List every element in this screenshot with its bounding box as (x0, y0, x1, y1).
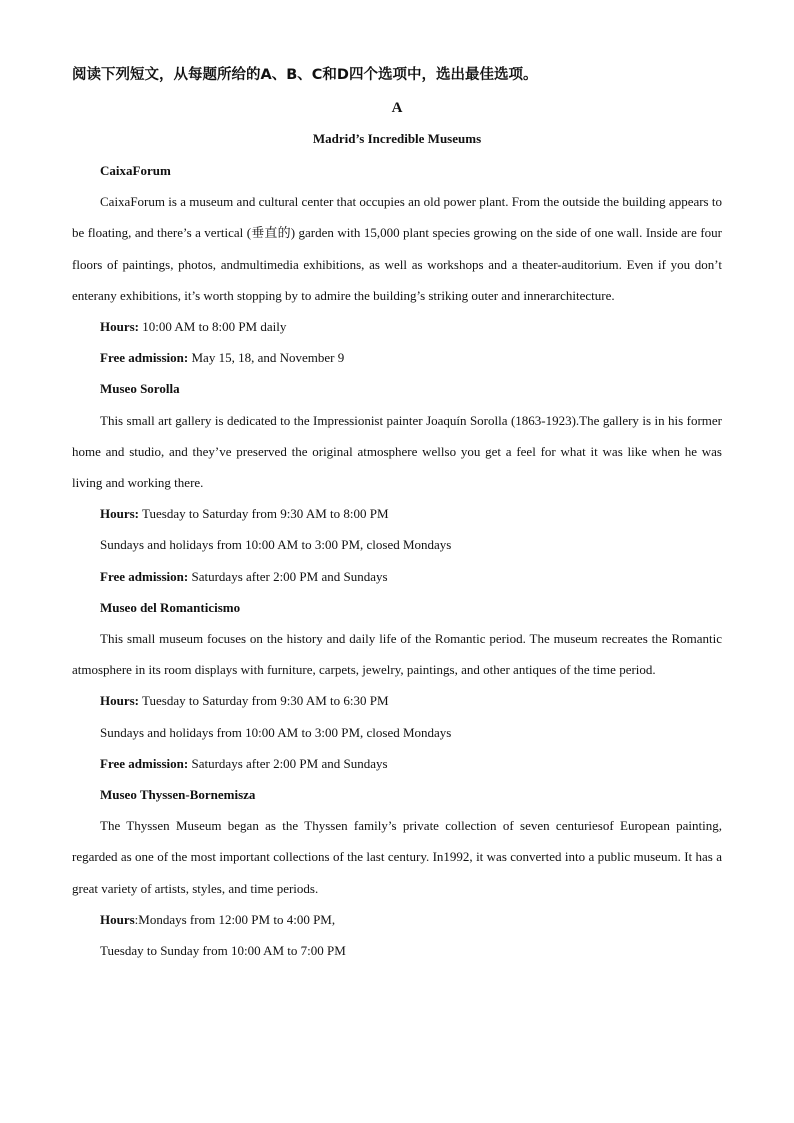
museum-description-sorolla: This small art gallery is dedicated to the Impressionist painter Joaquín Sorolla (1863-1923).The gallery is in his former home and studio, and they’ve preserved the original atmosphere wellso you get a feel for what it was like when he was living and working there. (72, 412, 722, 491)
section-letter: A (391, 100, 403, 116)
museum-hours-extra-thyssen: Tuesday to Sunday from 10:00 AM to 7:00 PM (100, 943, 346, 959)
museum-free-admission-sorolla (72, 561, 722, 592)
museum-description-thyssen: The Thyssen Museum began as the Thyssen family’s private collection of seven centuriesof European painting, regarded as one of the most important collections of the last century. In1992, it was converted into a public museum. It has a great variety of artists, styles, and time periods. (72, 818, 722, 896)
museum-heading-caixaforum: CaixaForum (100, 163, 171, 178)
free-admission-label: Free admission: (100, 350, 189, 366)
museum-heading-thyssen: Museo Thyssen-Bornemisza (100, 787, 256, 803)
hours-value: Tuesday to Saturday from 9:30 AM to 8:00 PM (139, 506, 389, 522)
free-admission-label: Free admission: (100, 568, 189, 584)
museum-hours-sorolla (72, 498, 722, 529)
museum-free-admission-romanticismo (72, 748, 722, 779)
museum-hours-romanticismo (72, 685, 722, 716)
free-admission-value: Saturdays after 2:00 PM and Sundays (188, 568, 388, 584)
free-admission-value: May 15, 18, and November 9 (188, 350, 345, 366)
article-body (72, 155, 722, 966)
article-title: Madrid’s Incredible Museums (312, 131, 482, 146)
museum-free-admission-caixaforum (72, 342, 722, 373)
hours-value: Tuesday to Saturday from 9:30 AM to 6:30 PM (139, 693, 389, 709)
free-admission-label: Free admission: (100, 755, 189, 771)
museum-hours-extra-romanticismo: Sundays and holidays from 10:00 AM to 3:00 PM, closed Mondays (100, 724, 452, 740)
museum-heading-romanticismo: Museo del Romanticismo (100, 599, 241, 615)
hours-label: Hours: (100, 319, 139, 335)
instruction-text: 阅读下列短文，从每题所给的A、B、C和D四个选项中，选出最佳选项。 (72, 67, 538, 83)
free-admission-value: Saturdays after 2:00 PM and Sundays (188, 755, 388, 771)
hours-label: Hours (100, 911, 135, 927)
museum-hours-extra-sorolla: Sundays and holidays from 10:00 AM to 3:00 PM, closed Mondays (100, 537, 452, 553)
hours-label: Hours: (100, 693, 139, 709)
museum-description-caixaforum: CaixaForum is a museum and cultural center that occupies an old power plant. From the outside the building appears to be floating, and there’s a vertical (垂直的) garden with 15,000 plant species growing on the side of one wall. Inside are four floors of paintings, photos, andmultimedia exhibitions, as well as workshops and a theater-auditorium. Even if you don’t enterany exhibitions, it’s worth stopping by to admire the building’s striking outer and innerarchitecture. (72, 194, 722, 303)
hours-value: 10:00 AM to 8:00 PM daily (139, 319, 287, 335)
hours-label: Hours: (100, 506, 139, 522)
museum-heading-sorolla: Museo Sorolla (100, 381, 180, 397)
hours-value: :Mondays from 12:00 PM to 4:00 PM, (134, 911, 336, 927)
museum-description-romanticismo: This small museum focuses on the history and daily life of the Romantic period. The museum recreates the Romantic atmosphere in its room displays with furniture, carpets, jewelry, paintings, and other antiques of the time period. (72, 631, 722, 678)
museum-hours-caixaforum (72, 311, 722, 342)
museum-hours-thyssen (72, 904, 722, 935)
